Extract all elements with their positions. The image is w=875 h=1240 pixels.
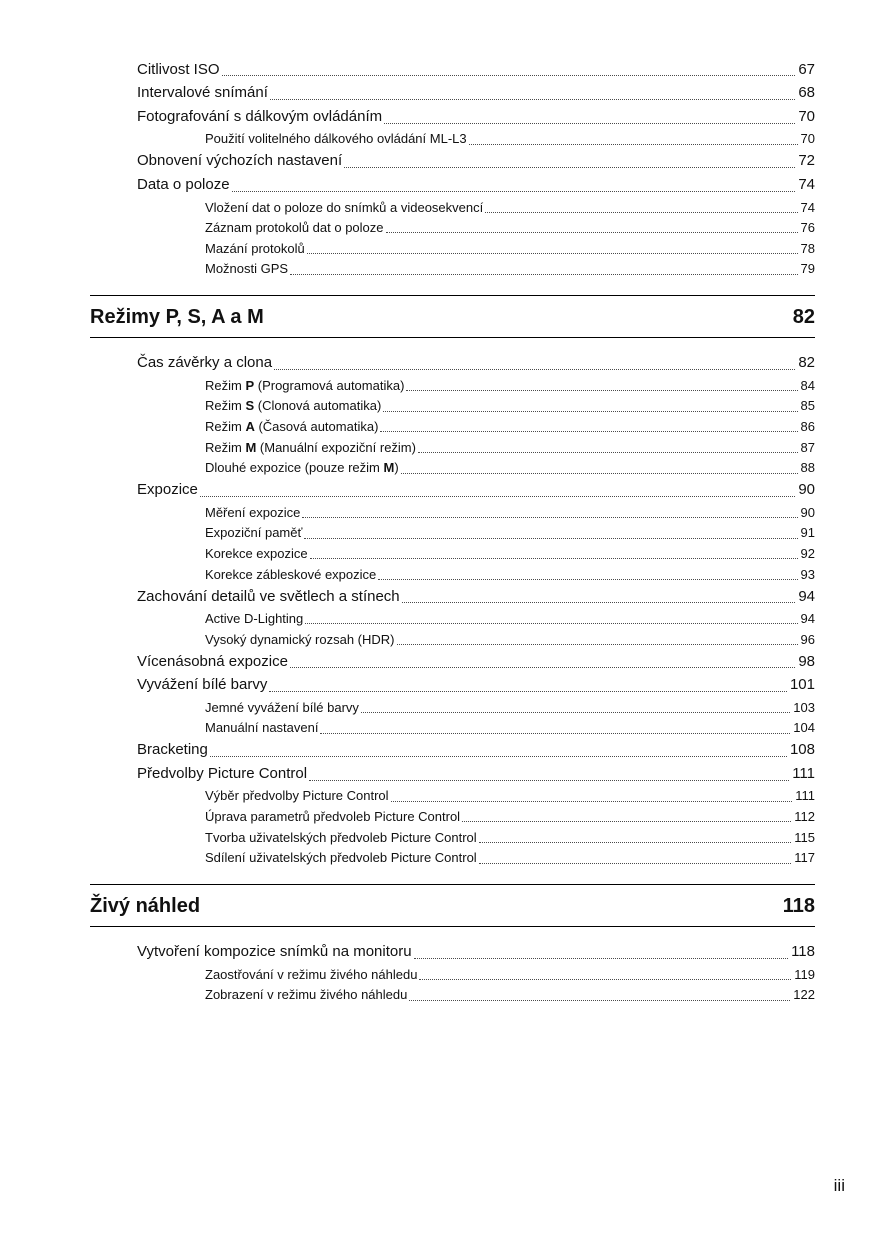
toc-entry-page: 94	[800, 610, 815, 626]
toc-entry[interactable]	[205, 129, 815, 150]
toc-entry[interactable]	[205, 848, 815, 869]
dot-leader	[361, 712, 790, 713]
toc-entry-label: Zachování detailů ve světlech a stínech	[137, 587, 400, 605]
section-heading-page: 82	[792, 305, 815, 328]
toc-entry-label: Výběr předvolby Picture Control	[205, 788, 389, 804]
toc-entry-label	[205, 440, 416, 456]
toc-entry-page: 112	[794, 809, 815, 825]
dot-leader	[307, 253, 798, 254]
toc-entry-label: Zobrazení v režimu živého náhledu	[205, 987, 408, 1003]
toc-entry-page: 68	[798, 84, 815, 102]
toc-entry-page: 119	[794, 966, 815, 982]
toc-entry-label: Vytvoření kompozice snímků na monitoru	[137, 943, 412, 961]
toc-entry-page: 70	[798, 108, 815, 125]
toc-entry[interactable]	[205, 807, 815, 828]
toc-entry-page: 86	[800, 419, 815, 435]
toc-entry-page: 85	[800, 398, 815, 414]
toc-entry[interactable]	[205, 458, 815, 479]
toc-entry-label	[205, 378, 404, 394]
dot-leader	[344, 167, 795, 168]
toc-entry[interactable]	[137, 674, 815, 698]
toc-entry[interactable]	[137, 763, 815, 787]
dot-leader	[232, 191, 796, 192]
toc-entry-label: Možnosti GPS	[205, 261, 289, 277]
toc-entry-label: Korekce expozice	[205, 545, 308, 561]
toc-entry-page: 122	[793, 987, 815, 1003]
toc-entry[interactable]	[205, 718, 815, 739]
toc-entry-page: 92	[800, 545, 815, 561]
toc-entry[interactable]	[205, 564, 815, 585]
toc-entry-label: Vysoký dynamický rozsah (HDR)	[205, 631, 395, 647]
toc-entry[interactable]	[205, 239, 815, 260]
toc-entry-label-part: Režim	[205, 398, 246, 414]
toc-entry-label: Úprava parametrů předvoleb Picture Control	[205, 809, 461, 825]
dot-leader	[222, 75, 796, 76]
toc-entry-label: Záznam protokolů dat o poloze	[205, 220, 384, 236]
dot-leader	[418, 452, 798, 453]
toc-entry[interactable]	[205, 698, 815, 719]
dot-leader	[270, 99, 795, 100]
dot-leader	[462, 821, 791, 822]
dot-leader	[414, 958, 789, 959]
dot-leader	[290, 667, 795, 668]
toc-entry-label: Data o poloze	[137, 176, 230, 194]
toc-entry[interactable]	[137, 106, 815, 130]
toc-entry-page: 87	[800, 439, 815, 455]
section-heading-label: Živý náhled	[90, 894, 201, 917]
toc-entry-label: Obnovení výchozích nastavení	[137, 152, 343, 170]
toc-entry-label: Měření expozice	[205, 504, 301, 520]
toc-entry-page: 79	[800, 261, 815, 277]
dot-leader	[210, 756, 787, 757]
toc-entry[interactable]	[205, 376, 815, 397]
toc-entry[interactable]	[137, 150, 815, 174]
toc-entry-page: 111	[795, 788, 815, 804]
toc-entry-page: 90	[800, 504, 815, 520]
toc-entry-label: Sdílení uživatelských předvoleb Picture Control	[205, 850, 477, 866]
toc-entry[interactable]	[205, 544, 815, 565]
toc-entry-label: Fotografování s dálkovým ovládáním	[137, 108, 383, 125]
toc-entry[interactable]	[137, 352, 815, 376]
toc-entry[interactable]	[137, 585, 815, 609]
toc-entry-label-part: S	[245, 398, 255, 414]
toc-entry-label-part: (Časová automatika)	[254, 419, 379, 435]
toc-entry[interactable]	[137, 739, 815, 763]
toc-entry-label-part: (Manuální expoziční režim)	[256, 439, 416, 455]
toc-entry-page: 70	[800, 131, 815, 147]
dot-leader	[406, 390, 797, 391]
toc-entry-label: Active D-Lighting	[205, 610, 304, 626]
dot-leader	[310, 558, 798, 559]
table-of-contents	[90, 58, 815, 1006]
dot-leader	[304, 538, 797, 539]
toc-entry-page: 93	[800, 566, 815, 582]
toc-entry-label: Expozice	[137, 481, 198, 499]
section-heading	[90, 295, 815, 338]
toc-entry-page: 98	[798, 652, 815, 670]
toc-entry-label: Manuální nastavení	[205, 720, 319, 736]
toc-entry-page: 76	[800, 220, 815, 236]
toc-entry-label: Předvolby Picture Control	[137, 765, 308, 782]
toc-entry-page: 88	[800, 460, 815, 476]
toc-entry-page: 101	[789, 676, 815, 694]
toc-entry[interactable]	[137, 479, 815, 503]
toc-entry[interactable]	[205, 197, 815, 218]
toc-entry-label: Vložení dat o poloze do snímků a videosekvencí	[205, 199, 484, 215]
toc-entry-page: 96	[800, 631, 815, 647]
dot-leader	[409, 1000, 790, 1001]
toc-entry-page: 118	[791, 943, 815, 961]
dot-leader	[383, 411, 797, 412]
toc-entry-label-part: M	[383, 460, 395, 476]
dot-leader	[479, 842, 792, 843]
toc-entry-label: Citlivost ISO	[137, 60, 220, 78]
dot-leader	[469, 144, 798, 145]
toc-entry[interactable]	[205, 965, 815, 986]
dot-leader	[200, 496, 795, 497]
toc-entry-page: 82	[798, 354, 815, 372]
toc-entry-label: Jemné vyvážení bílé barvy	[205, 699, 359, 715]
toc-entry-page: 72	[798, 152, 815, 170]
section-heading-page: 118	[782, 894, 815, 917]
toc-entry[interactable]	[137, 82, 815, 106]
dot-leader	[485, 212, 797, 213]
dot-leader	[269, 691, 787, 692]
toc-entry[interactable]	[205, 417, 815, 438]
toc-entry-page: 91	[800, 525, 815, 541]
dot-leader	[397, 644, 798, 645]
toc-entry-label	[205, 398, 381, 414]
toc-entry-page: 74	[798, 176, 815, 194]
toc-entry-page: 103	[793, 699, 815, 715]
toc-entry-label: Bracketing	[137, 741, 208, 759]
toc-entry-page: 67	[798, 60, 815, 78]
dot-leader	[384, 123, 795, 124]
toc-entry-label-part: M	[245, 439, 257, 455]
toc-entry[interactable]	[205, 985, 815, 1006]
dot-leader	[305, 623, 797, 624]
dot-leader	[479, 863, 792, 864]
toc-entry-label-part: A	[245, 419, 255, 435]
page-number: iii	[833, 1176, 845, 1195]
dot-leader	[391, 801, 793, 802]
dot-leader	[378, 579, 797, 580]
toc-entry-label-part: Režim	[205, 439, 246, 455]
toc-entry[interactable]	[205, 629, 815, 650]
toc-entry-page: 111	[792, 765, 815, 782]
toc-entry-label: Čas závěrky a clona	[137, 354, 273, 372]
toc-entry[interactable]	[205, 438, 815, 459]
toc-entry-label-part: Dlouhé expozice (pouze režim	[205, 460, 384, 476]
toc-entry[interactable]	[137, 174, 815, 198]
toc-entry[interactable]	[205, 503, 815, 524]
toc-entry-page: 84	[800, 377, 815, 393]
dot-leader	[402, 602, 796, 603]
toc-entry-label-part: (Clonová automatika)	[254, 398, 382, 414]
dot-leader	[290, 274, 797, 275]
dot-leader	[274, 369, 795, 370]
toc-entry-page: 78	[800, 240, 815, 256]
dot-leader	[380, 431, 797, 432]
toc-entry-label-part: )	[394, 460, 399, 476]
toc-entry-label-part: (Programová automatika)	[254, 377, 405, 393]
toc-entry[interactable]	[205, 828, 815, 849]
toc-entry-label: Korekce zábleskové expozice	[205, 566, 377, 582]
toc-entry[interactable]	[205, 523, 815, 544]
toc-entry-page: 104	[793, 720, 815, 736]
toc-entry-page: 117	[794, 850, 815, 866]
toc-entry-page: 90	[798, 481, 815, 499]
toc-entry-label	[205, 419, 378, 435]
dot-leader	[309, 780, 789, 781]
toc-entry-page: 74	[800, 199, 815, 215]
toc-entry[interactable]	[205, 609, 815, 630]
toc-entry-label-part: Režim	[205, 377, 246, 393]
dot-leader	[401, 473, 798, 474]
dot-leader	[419, 979, 791, 980]
dot-leader	[320, 733, 790, 734]
toc-entry-label: Expoziční paměť	[205, 525, 303, 541]
toc-entry-label-part: P	[245, 377, 255, 393]
toc-entry[interactable]	[205, 396, 815, 417]
toc-entry[interactable]	[205, 259, 815, 280]
toc-entry-page: 94	[798, 587, 815, 605]
toc-entry[interactable]	[137, 650, 815, 674]
toc-entry-label	[205, 460, 399, 476]
toc-entry-label-part: Režim	[205, 419, 246, 435]
toc-entry-label: Zaostřování v režimu živého náhledu	[205, 966, 418, 982]
toc-entry-label: Vícenásobná expozice	[137, 652, 288, 670]
toc-entry-label: Intervalové snímání	[137, 84, 268, 102]
toc-entry-label: Tvorba uživatelských předvoleb Picture Control	[205, 829, 477, 845]
section-heading	[90, 884, 815, 927]
toc-entry-page: 115	[794, 829, 815, 845]
toc-entry-label: Mazání protokolů	[205, 240, 305, 256]
dot-leader	[302, 517, 797, 518]
toc-entry-label: Vyvážení bílé barvy	[137, 676, 268, 694]
section-heading-label: Režimy P, S, A a M	[90, 305, 264, 328]
dot-leader	[386, 232, 798, 233]
toc-entry-label: Použití volitelného dálkového ovládání ML-L3	[205, 131, 467, 147]
toc-entry[interactable]	[205, 786, 815, 807]
toc-entry[interactable]	[137, 58, 815, 82]
toc-entry-page: 108	[789, 741, 815, 759]
toc-entry[interactable]	[137, 941, 815, 965]
toc-entry[interactable]	[205, 218, 815, 239]
